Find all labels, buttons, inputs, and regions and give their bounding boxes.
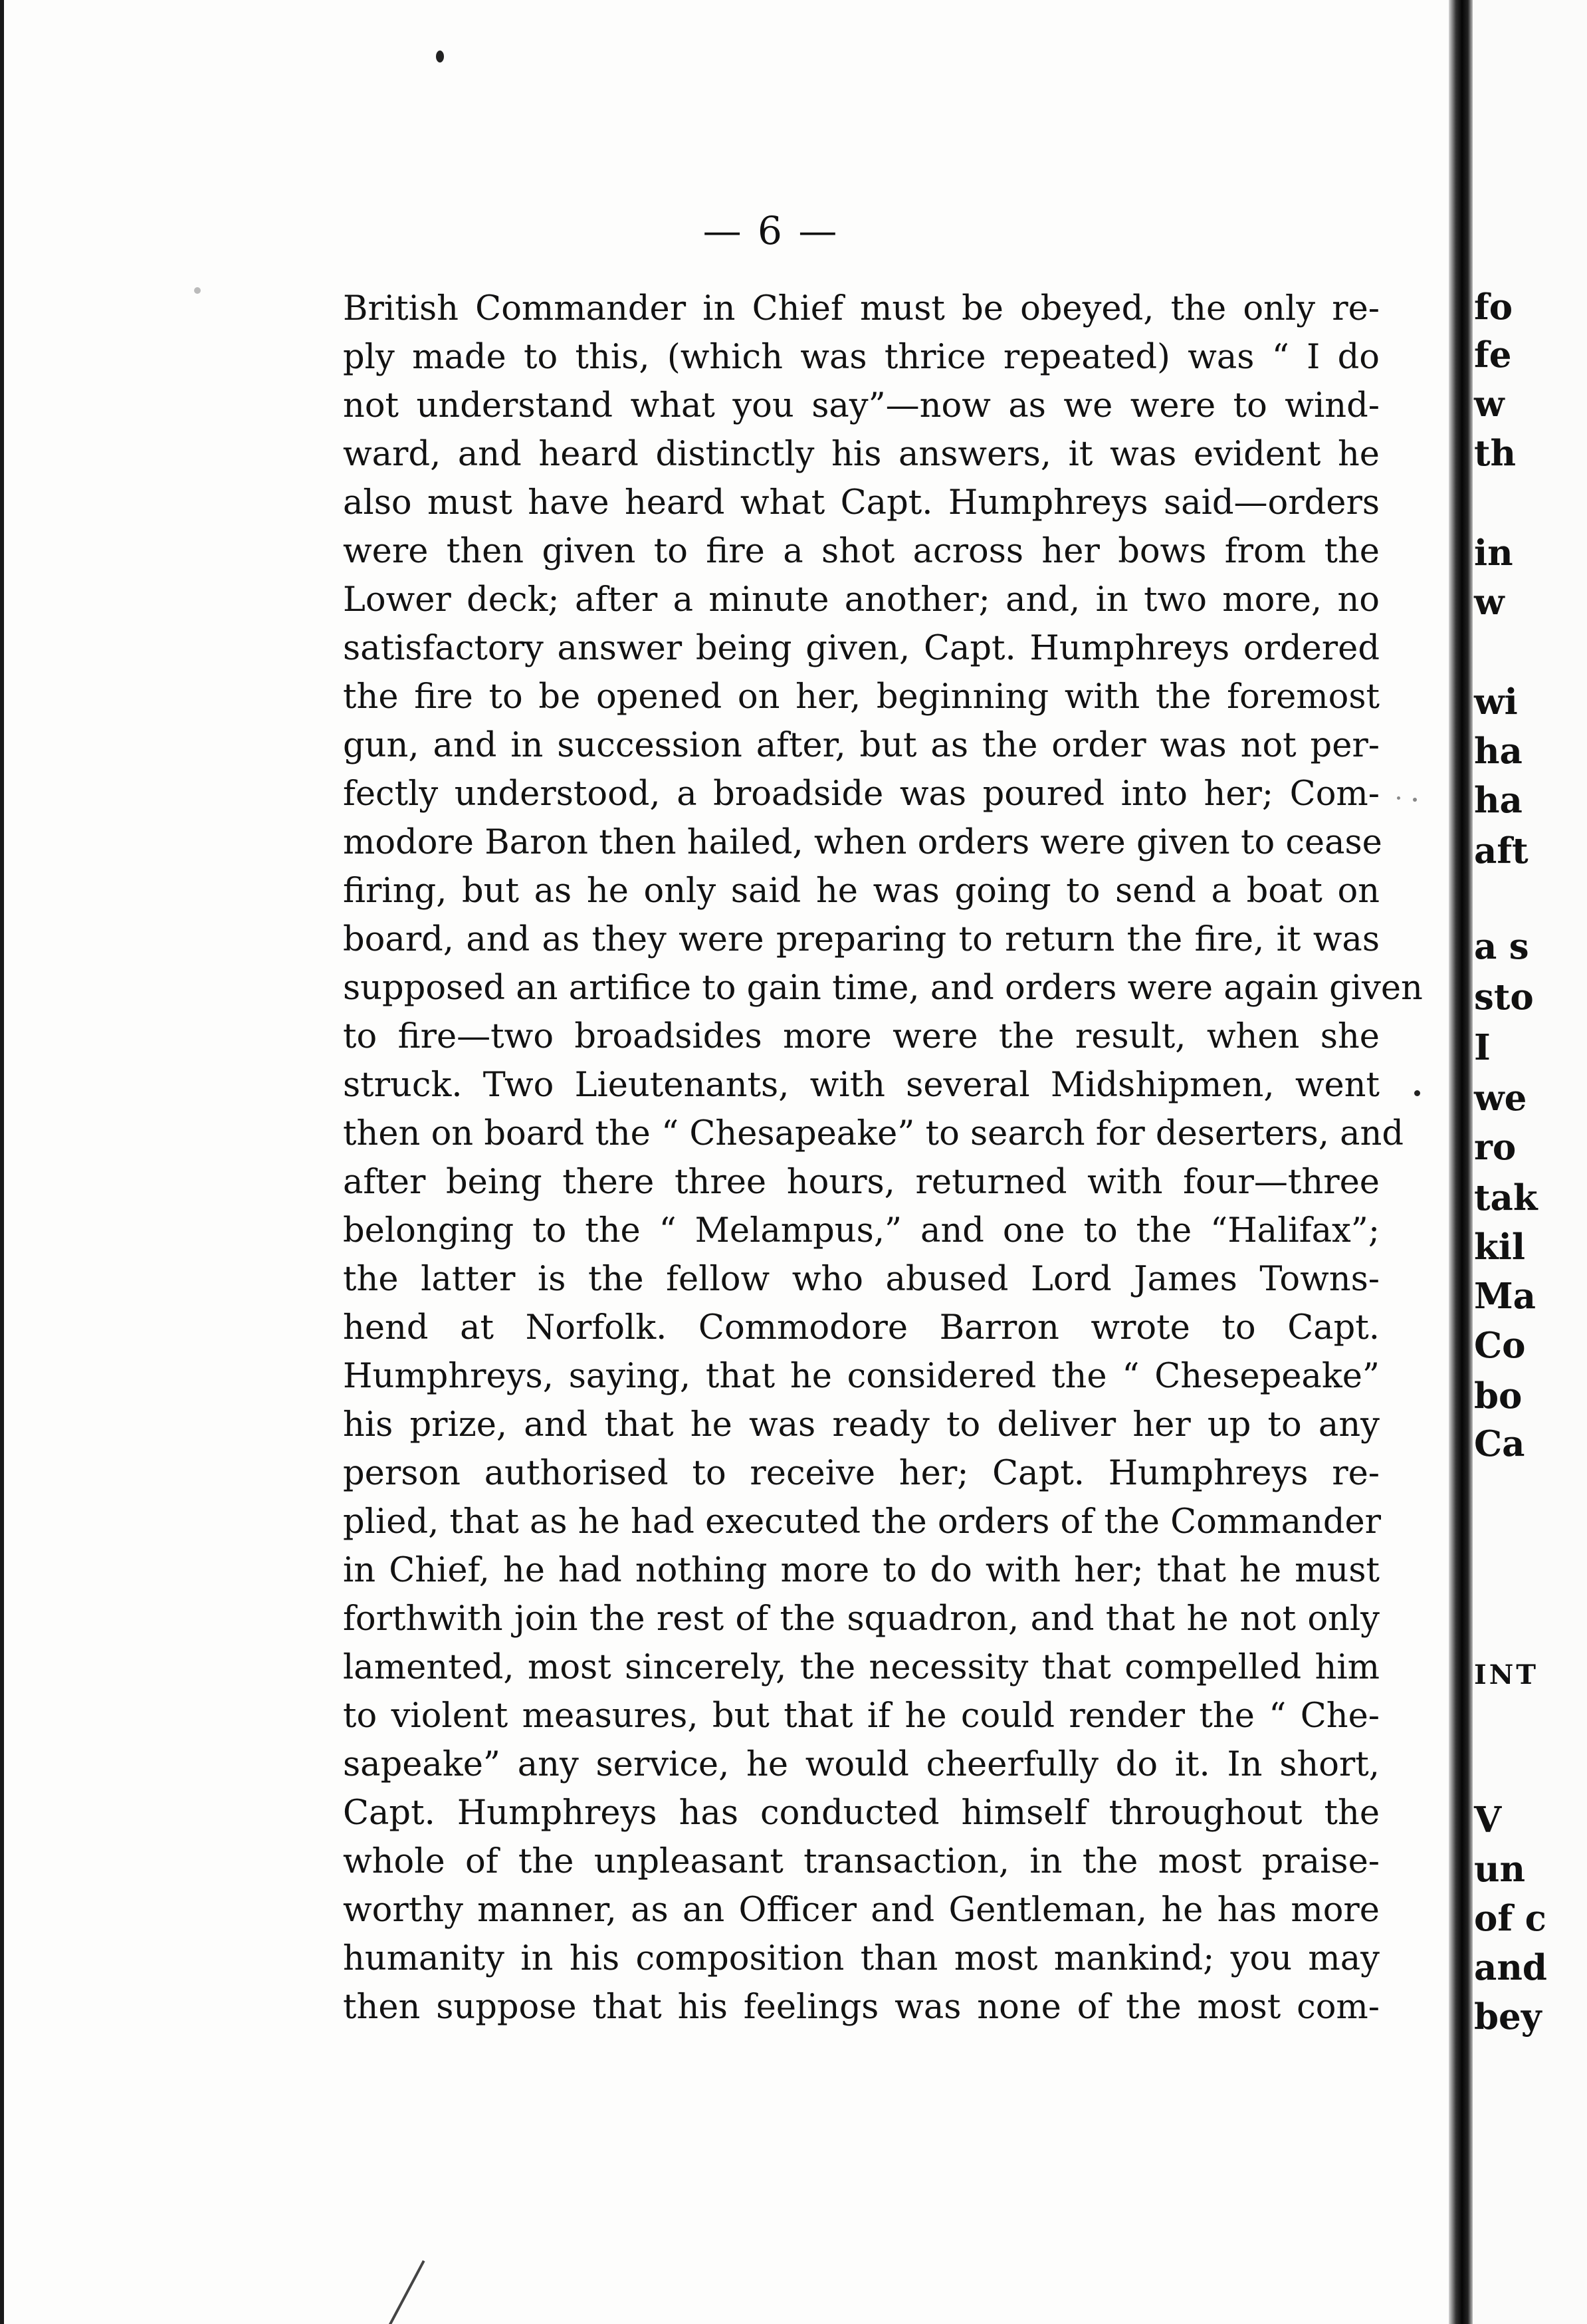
facing-page-fragment: we [1474, 1078, 1527, 1119]
text-line: belonging to the “ Melampus,” and one to the “Halifax”; [343, 1211, 1380, 1250]
facing-page-fragment: sto [1474, 977, 1534, 1018]
facing-page-fragment: ro [1474, 1127, 1517, 1168]
facing-page-fragment: bey [1474, 1996, 1542, 2037]
facing-page-fragment: w [1474, 582, 1505, 623]
text-line: supposed an artifice to gain time, and orders were again given [343, 969, 1423, 1008]
text-line: British Commander in Chief must be obeyed, the only re- [343, 289, 1380, 328]
text-line: sapeake” any service, he would cheerfully do it. In short, [343, 1745, 1380, 1784]
ink-speck [436, 51, 444, 62]
page-number: — 6 — [702, 208, 839, 253]
text-line: the latter is the fellow who abused Lord James Towns- [343, 1260, 1380, 1299]
facing-page-fragment: kil [1474, 1226, 1525, 1268]
text-line: humanity in his composition than most mankind; you may [343, 1939, 1380, 1978]
text-line: after being there three hours, returned with four—three [343, 1163, 1380, 1202]
text-line: Capt. Humphreys has conducted himself throughout the [343, 1794, 1380, 1833]
facing-page-fragment: wi [1474, 681, 1518, 723]
text-line: to violent measures, but that if he could render the “ Che- [343, 1696, 1380, 1736]
facing-page-fragment: V [1474, 1800, 1502, 1841]
facing-page-fragment: tak [1474, 1177, 1538, 1219]
text-line: worthy manner, as an Officer and Gentleman, he has more [343, 1891, 1380, 1930]
text-line: ward, and heard distinctly his answers, it was evident he [343, 435, 1380, 474]
text-line: whole of the unpleasant transaction, in the most praise- [343, 1842, 1380, 1881]
facing-page-fragment: ha [1474, 780, 1523, 821]
text-line: then on board the “ Chesapeake” to search for deserters, and [343, 1114, 1404, 1153]
facing-page-fragment: of c [1474, 1898, 1546, 1939]
facing-page-fragment: Ma [1474, 1276, 1536, 1317]
facing-page-fragment: a s [1474, 926, 1529, 967]
text-line: gun, and in succession after, but as the order was not per- [343, 726, 1380, 765]
text-line: to fire—two broadsides more were the result, when she [343, 1017, 1380, 1056]
text-line: the fire to be opened on her, beginning with the foremost [343, 677, 1380, 717]
facing-page-fragment: in [1474, 532, 1513, 574]
text-line: modore Baron then hailed, when orders were given to cease [343, 823, 1382, 862]
facing-page-fragment: Co [1474, 1325, 1526, 1366]
text-line: Humphreys, saying, that he considered the “ Chesepeake” [343, 1357, 1380, 1396]
text-line: satisfactory answer being given, Capt. Humphreys ordered [343, 629, 1380, 668]
facing-page-fragment: bo [1474, 1375, 1523, 1417]
text-line: board, and as they were preparing to return the fire, it was [343, 920, 1380, 959]
facing-page-fragment: I [1474, 1027, 1491, 1068]
text-line: were then given to fire a shot across her bows from the [343, 532, 1380, 571]
facing-page-fragment: w [1474, 384, 1505, 425]
facing-page-fragment: fe [1474, 334, 1512, 376]
text-line: plied, that as he had executed the orders of the Commander [343, 1502, 1382, 1542]
text-line: ply made to this, (which was thrice repeated) was “ I do [343, 338, 1380, 377]
text-line: struck. Two Lieutenants, with several Midshipmen, went [343, 1066, 1380, 1105]
text-line: lamented, most sincerely, the necessity that compelled him [343, 1648, 1380, 1687]
text-line: person authorised to receive her; Capt. Humphreys re- [343, 1454, 1380, 1493]
text-line: fectly understood, a broadside was poured into her; Com- [343, 774, 1380, 814]
facing-page-fragment: ha [1474, 731, 1523, 772]
ink-speck [1414, 1090, 1420, 1096]
ink-speck [194, 287, 201, 294]
text-line: his prize, and that he was ready to deliver her up to any [343, 1405, 1380, 1445]
ink-speck [1397, 796, 1400, 800]
margin-scratch [388, 2260, 425, 2324]
facing-page-fragment: th [1474, 433, 1517, 474]
facing-page-edge [1473, 0, 1587, 2324]
text-line: in Chief, he had nothing more to do with her; that he must [343, 1551, 1380, 1590]
left-page-edge [0, 0, 4, 2324]
facing-page-fragment: and [1474, 1947, 1547, 1988]
facing-page-fragment: Ca [1474, 1423, 1525, 1464]
ink-speck [1413, 798, 1417, 802]
text-line: hend at Norfolk. Commodore Barron wrote to Capt. [343, 1308, 1380, 1347]
text-line: Lower deck; after a minute another; and, in two more, no [343, 580, 1380, 620]
facing-page-fragment: fo [1474, 287, 1513, 328]
facing-page-fragment: INT [1474, 1659, 1539, 1690]
body-text [343, 285, 1423, 2032]
facing-page-fragment: un [1474, 1849, 1526, 1890]
facing-page-fragment: aft [1474, 830, 1529, 872]
text-line: also must have heard what Capt. Humphreys said—orders [343, 483, 1380, 523]
text-line: not understand what you say”—now as we were to wind- [343, 386, 1380, 425]
book-gutter [1449, 0, 1473, 2324]
text-line: firing, but as he only said he was going to send a boat on [343, 872, 1380, 911]
text-line: forthwith join the rest of the squadron, and that he not only [343, 1599, 1380, 1639]
text-line: then suppose that his feelings was none of the most com- [343, 1988, 1380, 2027]
